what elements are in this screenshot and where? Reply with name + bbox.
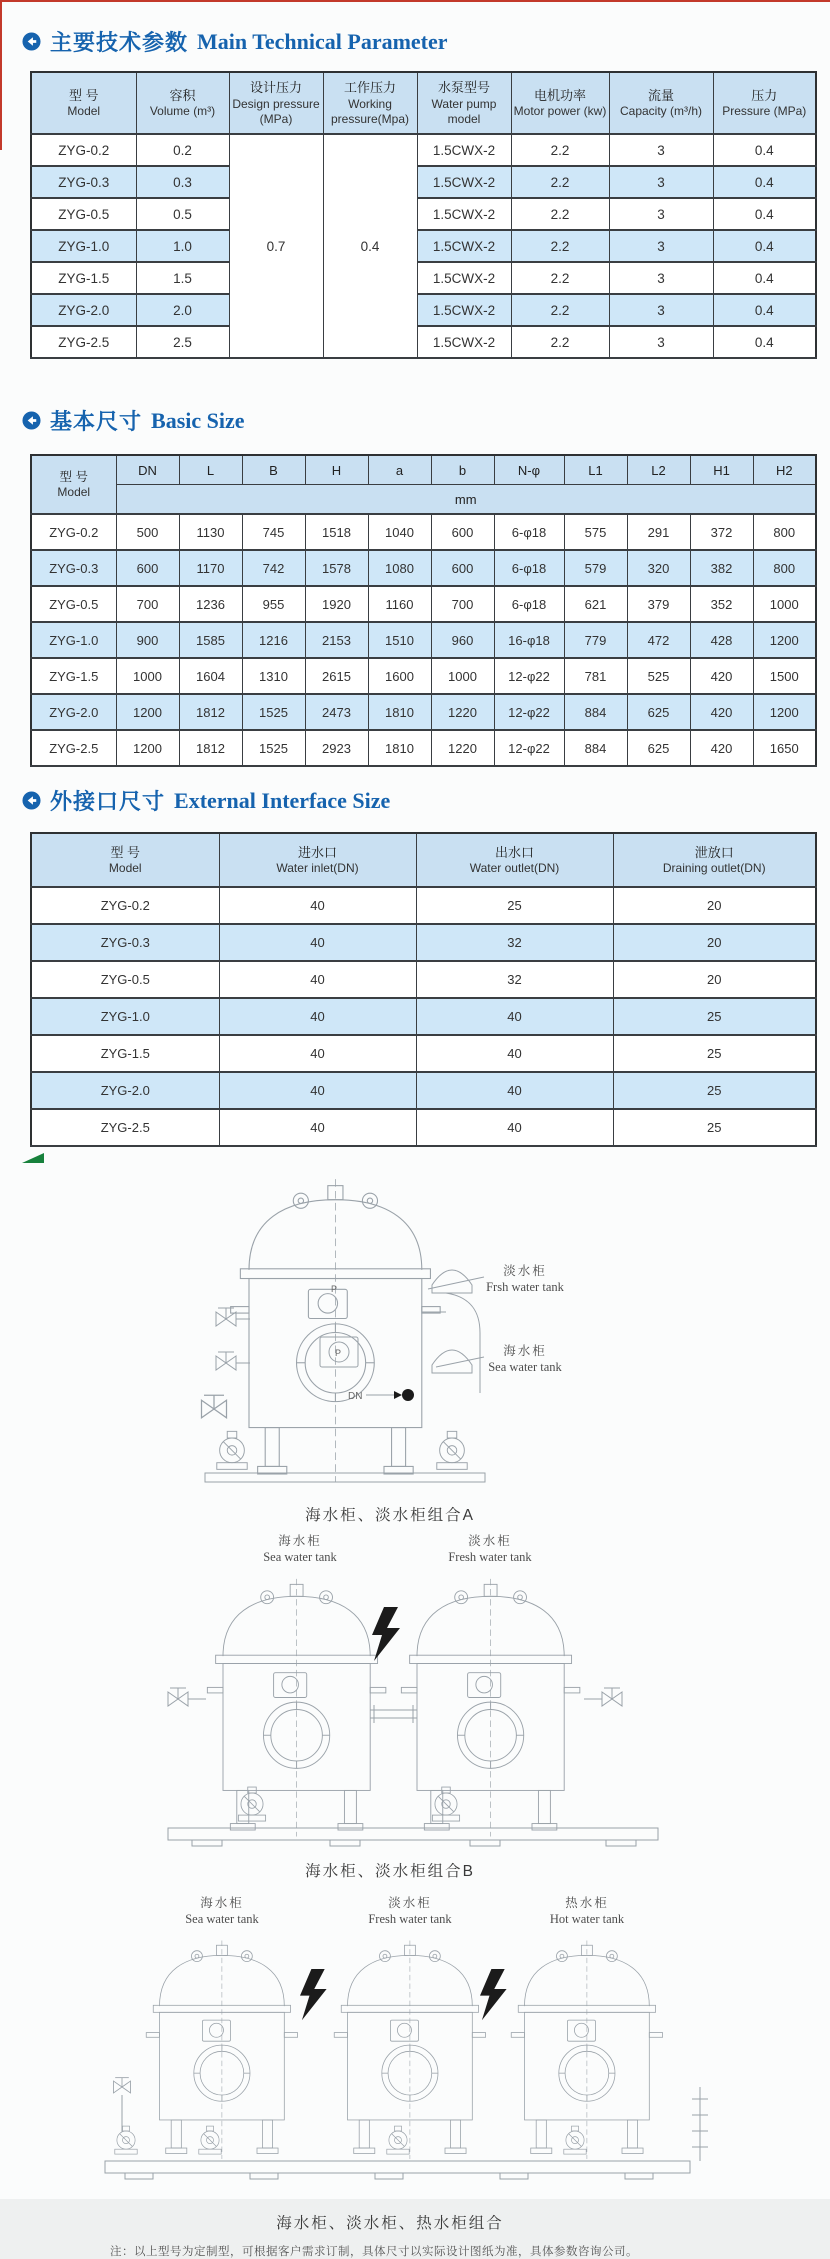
table-cell: 32 <box>416 961 613 998</box>
table-cell: 1920 <box>305 586 368 622</box>
table-row <box>31 230 816 262</box>
table-cell: ZYG-0.5 <box>31 586 116 622</box>
table-cell: 3 <box>609 262 713 294</box>
table-cell: 1.5CWX-2 <box>417 294 511 326</box>
table-cell: ZYG-0.2 <box>31 134 136 166</box>
external-interface-table-body <box>31 887 816 1146</box>
table-cell: 40 <box>219 1109 416 1146</box>
pump-shape <box>387 2126 409 2154</box>
header-row <box>31 72 816 134</box>
table-cell: 382 <box>690 550 753 586</box>
table-cell: 600 <box>431 550 494 586</box>
table-cell: 900 <box>116 622 179 658</box>
label-fresh-water-tank: 淡水柜 Fresh water tank <box>368 1896 452 1927</box>
table-cell: 1220 <box>431 694 494 730</box>
column-header-b2: b <box>431 455 494 485</box>
table-cell: 25 <box>613 998 816 1035</box>
table-cell: 960 <box>431 622 494 658</box>
table-cell: 1220 <box>431 730 494 766</box>
table-cell: 25 <box>613 1072 816 1109</box>
table-cell: 625 <box>627 694 690 730</box>
diagram-combination-a <box>0 1167 830 1499</box>
diagram-b-caption: 海水柜、淡水柜组合B <box>305 1863 475 1880</box>
table-row <box>31 998 816 1035</box>
column-header-capacity: 流量 Capacity (m³/h) <box>609 72 713 134</box>
table-cell: 700 <box>116 586 179 622</box>
table-cell: ZYG-0.5 <box>31 961 219 998</box>
table-cell: ZYG-1.0 <box>31 998 219 1035</box>
table-cell: 0.3 <box>136 166 229 198</box>
table-cell: 600 <box>116 550 179 586</box>
table-cell: 0.5 <box>136 198 229 230</box>
table-cell: 25 <box>613 1035 816 1072</box>
table-cell: 2.2 <box>511 262 609 294</box>
valve-shape <box>202 1395 227 1418</box>
column-header-model: 型 号 Model <box>31 833 219 887</box>
page-edge-line-left <box>0 0 2 150</box>
svg-text:P: P <box>335 1348 342 1358</box>
lightning-bolt-icon <box>372 1607 400 1661</box>
table-cell: ZYG-0.2 <box>31 514 116 550</box>
table-cell: 1160 <box>368 586 431 622</box>
table-cell: 2615 <box>305 658 368 694</box>
table-cell: 1000 <box>431 658 494 694</box>
table-cell: 884 <box>564 730 627 766</box>
column-header-l: L <box>179 455 242 485</box>
section-title-zh: 基本尺寸 <box>50 409 143 434</box>
label-sea-water-tank: 海水柜 Sea water tank <box>185 1896 259 1927</box>
table-cell: 621 <box>564 586 627 622</box>
pump-shape <box>432 1787 459 1821</box>
table-cell: ZYG-0.3 <box>31 166 136 198</box>
table-cell: 0.4 <box>713 262 816 294</box>
technical-drawing-b <box>0 1569 830 1855</box>
table-row <box>31 730 816 766</box>
pump-shape <box>238 1787 265 1821</box>
tank-shape <box>231 1179 441 1481</box>
table-cell: 575 <box>564 514 627 550</box>
table-cell: ZYG-1.0 <box>31 622 116 658</box>
table-cell: 379 <box>627 586 690 622</box>
tank-shape <box>401 1579 579 1837</box>
table-cell: 3 <box>609 230 713 262</box>
column-header-dn: DN <box>116 455 179 485</box>
technical-drawing-c <box>0 1927 830 2207</box>
column-header-b: B <box>242 455 305 485</box>
table-cell: 2.5 <box>136 326 229 358</box>
valve-shape <box>216 1308 236 1326</box>
table-cell: ZYG-1.5 <box>31 658 116 694</box>
tank-shape <box>207 1579 385 1837</box>
table-cell: 1200 <box>753 622 816 658</box>
table-cell: 40 <box>219 887 416 924</box>
table-cell: 955 <box>242 586 305 622</box>
valve-shape <box>114 2078 131 2093</box>
column-header-draining-outlet: 泄放口 Draining outlet(DN) <box>613 833 816 887</box>
column-header-volume: 容积 Volume (m³) <box>136 72 229 134</box>
table-cell: 320 <box>627 550 690 586</box>
table-cell: 2.2 <box>511 134 609 166</box>
table-cell: 742 <box>242 550 305 586</box>
table-cell: 1310 <box>242 658 305 694</box>
section-bullet-icon <box>22 791 41 810</box>
section-title-en: Basic Size <box>151 407 245 433</box>
table-cell: 40 <box>219 1072 416 1109</box>
table-cell: 2.2 <box>511 198 609 230</box>
table-row <box>31 326 816 358</box>
pump-shape <box>437 1431 467 1469</box>
table-cell: 3 <box>609 326 713 358</box>
table-cell: 3 <box>609 198 713 230</box>
table-row <box>31 514 816 550</box>
table-cell: 800 <box>753 514 816 550</box>
table-row <box>31 262 816 294</box>
column-header-a: a <box>368 455 431 485</box>
table-cell: 1.5CWX-2 <box>417 166 511 198</box>
table-cell: 600 <box>431 514 494 550</box>
table-cell: 352 <box>690 586 753 622</box>
table-cell: 20 <box>613 961 816 998</box>
column-header-working-pressure: 工作压力 Working pressure(Mpa) <box>323 72 417 134</box>
table-cell: 0.4 <box>713 294 816 326</box>
valve-shape <box>216 1352 236 1370</box>
valve-shape <box>168 1688 188 1706</box>
pump-shape <box>199 2126 221 2154</box>
section-title-external-interface <box>22 785 830 816</box>
table-cell: 3 <box>609 166 713 198</box>
table-cell: 1525 <box>242 730 305 766</box>
table-row <box>31 694 816 730</box>
table-cell: 40 <box>416 998 613 1035</box>
column-header-motor-power: 电机功率 Motor power (kw) <box>511 72 609 134</box>
label-sea-water-tank: 海水柜 Sea water tank <box>263 1534 337 1565</box>
table-cell: ZYG-2.0 <box>31 1072 219 1109</box>
table-cell: 472 <box>627 622 690 658</box>
table-cell: 1.5CWX-2 <box>417 262 511 294</box>
pump-shape <box>564 2126 586 2154</box>
column-header-n-phi: N-φ <box>494 455 564 485</box>
table-row <box>31 550 816 586</box>
column-header-pump-model: 水泵型号 Water pump model <box>417 72 511 134</box>
table-cell: 1000 <box>753 586 816 622</box>
section-title-basic-size <box>22 405 830 436</box>
table-cell: 20 <box>613 924 816 961</box>
table-cell: 500 <box>116 514 179 550</box>
table-row <box>31 166 816 198</box>
table-cell: 1.5CWX-2 <box>417 198 511 230</box>
table-cell: 12-φ22 <box>494 694 564 730</box>
table-cell: 2.2 <box>511 326 609 358</box>
table-cell: 40 <box>219 924 416 961</box>
table-cell: 745 <box>242 514 305 550</box>
table-row <box>31 134 816 166</box>
table-cell: 1170 <box>179 550 242 586</box>
lightning-bolt-icon <box>300 1969 327 2020</box>
table-cell: 0.4 <box>323 134 417 358</box>
table-cell: 1236 <box>179 586 242 622</box>
label-hot-water-tank: 热水柜 Hot water tank <box>549 1896 625 1927</box>
section-title-zh: 主要技术参数 <box>50 30 189 55</box>
table-cell: 1080 <box>368 550 431 586</box>
table-cell: 525 <box>627 658 690 694</box>
table-cell: 1518 <box>305 514 368 550</box>
column-header-l2: L2 <box>627 455 690 485</box>
unit-row <box>31 485 816 515</box>
table-cell: 420 <box>690 694 753 730</box>
table-cell: 1812 <box>179 694 242 730</box>
table-cell: 40 <box>416 1072 613 1109</box>
diagram-combination-b <box>0 1533 830 1855</box>
table-cell: ZYG-0.5 <box>31 198 136 230</box>
table-cell: 1000 <box>116 658 179 694</box>
table-cell: 372 <box>690 514 753 550</box>
table-cell: 40 <box>219 961 416 998</box>
valve-shape <box>602 1688 622 1706</box>
table-cell: 20 <box>613 887 816 924</box>
table-cell: 0.4 <box>713 198 816 230</box>
table-cell: 1500 <box>753 658 816 694</box>
table-cell: ZYG-2.5 <box>31 326 136 358</box>
table-row <box>31 622 816 658</box>
column-header-water-outlet: 出水口 Water outlet(DN) <box>416 833 613 887</box>
table-cell: 1200 <box>116 730 179 766</box>
page-edge-line-top <box>0 0 830 2</box>
table-cell: 420 <box>690 730 753 766</box>
table-cell: 25 <box>416 887 613 924</box>
table-cell: 40 <box>219 1035 416 1072</box>
table-cell: 1525 <box>242 694 305 730</box>
header-row <box>31 833 816 887</box>
column-header-h1: H1 <box>690 455 753 485</box>
table-cell: 884 <box>564 694 627 730</box>
table-cell: 0.4 <box>713 134 816 166</box>
table-cell: 1585 <box>179 622 242 658</box>
technical-drawing-a <box>0 1167 830 1499</box>
table-cell: 0.2 <box>136 134 229 166</box>
diagram-a-caption: 海水柜、淡水柜组合A <box>305 1507 475 1524</box>
table-cell: 1200 <box>753 694 816 730</box>
column-header-water-inlet: 进水口 Water inlet(DN) <box>219 833 416 887</box>
table-cell: 0.7 <box>229 134 323 358</box>
pump-shape <box>217 1431 247 1469</box>
section-bullet-icon <box>22 411 41 430</box>
table-cell: 700 <box>431 586 494 622</box>
column-header-model: 型 号 Model <box>31 72 136 134</box>
table-cell: ZYG-2.0 <box>31 294 136 326</box>
table-cell: 6-φ18 <box>494 514 564 550</box>
table-cell: 579 <box>564 550 627 586</box>
table-cell: 1812 <box>179 730 242 766</box>
basic-size-table-body <box>31 514 816 766</box>
section-end-marker-icon <box>22 1153 44 1163</box>
diagram-c-caption: 海水柜、淡水柜、热水柜组合 <box>276 2215 504 2232</box>
label-sea-water-tank: 海水柜 Sea water tank <box>488 1344 562 1375</box>
section-title-en: Main Technical Parameter <box>197 28 448 54</box>
label-fresh-water-tank: 淡水柜 Fresh water tank <box>448 1534 532 1565</box>
table-cell: 1.5CWX-2 <box>417 134 511 166</box>
lightning-bolt-icon <box>480 1969 507 2020</box>
table-cell: 0.4 <box>713 230 816 262</box>
table-cell: 12-φ22 <box>494 730 564 766</box>
table-cell: 1.0 <box>136 230 229 262</box>
table-cell: 6-φ18 <box>494 586 564 622</box>
table-cell: 1810 <box>368 730 431 766</box>
table-cell: 1.5 <box>136 262 229 294</box>
table-cell: 1200 <box>116 694 179 730</box>
column-header-h: H <box>305 455 368 485</box>
diagram-combination-c <box>0 1895 830 2207</box>
table-row <box>31 294 816 326</box>
table-cell: 6-φ18 <box>494 550 564 586</box>
table-cell: 1810 <box>368 694 431 730</box>
table-row <box>31 658 816 694</box>
table-cell: 1.5CWX-2 <box>417 230 511 262</box>
table-cell: ZYG-2.5 <box>31 730 116 766</box>
section-title-main-parameters <box>22 26 830 57</box>
svg-text:P: P <box>331 1284 338 1294</box>
table-cell: 1216 <box>242 622 305 658</box>
table-row <box>31 586 816 622</box>
table-cell: 2.2 <box>511 230 609 262</box>
table-row <box>31 1109 816 1146</box>
table-row <box>31 924 816 961</box>
table-cell: 1600 <box>368 658 431 694</box>
table-cell: 2.2 <box>511 166 609 198</box>
tank-shape <box>146 1941 297 2159</box>
table-cell: 291 <box>627 514 690 550</box>
section-bullet-icon <box>22 32 41 51</box>
table-row <box>31 887 816 924</box>
table-cell: 40 <box>219 998 416 1035</box>
table-cell: 625 <box>627 730 690 766</box>
table-cell: 1040 <box>368 514 431 550</box>
table-cell: 428 <box>690 622 753 658</box>
column-header-h2: H2 <box>753 455 816 485</box>
table-cell: ZYG-2.0 <box>31 694 116 730</box>
section-title-zh: 外接口尺寸 <box>50 789 166 814</box>
table-cell: 2.0 <box>136 294 229 326</box>
table-cell: 1.5CWX-2 <box>417 326 511 358</box>
table-cell: ZYG-0.3 <box>31 550 116 586</box>
table-cell: 1604 <box>179 658 242 694</box>
table-cell: ZYG-0.2 <box>31 887 219 924</box>
table-cell: ZYG-1.5 <box>31 1035 219 1072</box>
table-cell: ZYG-0.3 <box>31 924 219 961</box>
table-cell: 2473 <box>305 694 368 730</box>
table-cell: 3 <box>609 294 713 326</box>
unit-header: mm <box>116 485 816 515</box>
basic-size-table <box>30 454 817 767</box>
table-cell: 1130 <box>179 514 242 550</box>
column-header-model: 型 号 Model <box>31 455 116 514</box>
column-header-design-pressure: 设计压力 Design pressure (MPa) <box>229 72 323 134</box>
pump-shape <box>115 2126 137 2154</box>
table-cell: 40 <box>416 1109 613 1146</box>
footnote: 注：以上型号为定制型，可根据客户需求订制，具体尺寸以实际设计图纸为准，具体参数咨询公司。 <box>110 2246 638 2258</box>
main-parameter-table-body <box>31 134 816 358</box>
table-cell: 25 <box>613 1109 816 1146</box>
section-title-en: External Interface Size <box>174 787 391 813</box>
table-cell: 800 <box>753 550 816 586</box>
table-row <box>31 1072 816 1109</box>
column-header-pressure: 压力 Pressure (MPa) <box>713 72 816 134</box>
table-cell: ZYG-1.5 <box>31 262 136 294</box>
table-cell: 2.2 <box>511 294 609 326</box>
table-cell: 420 <box>690 658 753 694</box>
table-cell: 2923 <box>305 730 368 766</box>
table-cell: 40 <box>416 1035 613 1072</box>
tank-shape <box>511 1941 662 2159</box>
table-cell: 0.4 <box>713 166 816 198</box>
main-parameter-table <box>30 71 817 359</box>
table-cell: 2153 <box>305 622 368 658</box>
table-cell: 16-φ18 <box>494 622 564 658</box>
column-header-l1: L1 <box>564 455 627 485</box>
table-row <box>31 198 816 230</box>
table-cell: 781 <box>564 658 627 694</box>
table-cell: ZYG-1.0 <box>31 230 136 262</box>
label-fresh-water-tank: 淡水柜 Frsh water tank <box>486 1264 564 1295</box>
table-cell: 0.4 <box>713 326 816 358</box>
table-row <box>31 961 816 998</box>
table-cell: 12-φ22 <box>494 658 564 694</box>
svg-text:DN: DN <box>348 1391 363 1402</box>
table-cell: 1650 <box>753 730 816 766</box>
header-row <box>31 455 816 485</box>
table-row <box>31 1035 816 1072</box>
external-interface-table <box>30 832 817 1147</box>
table-cell: 32 <box>416 924 613 961</box>
table-cell: 1578 <box>305 550 368 586</box>
tank-shape <box>334 1941 485 2159</box>
table-cell: ZYG-2.5 <box>31 1109 219 1146</box>
table-cell: 3 <box>609 134 713 166</box>
table-cell: 1510 <box>368 622 431 658</box>
table-cell: 779 <box>564 622 627 658</box>
